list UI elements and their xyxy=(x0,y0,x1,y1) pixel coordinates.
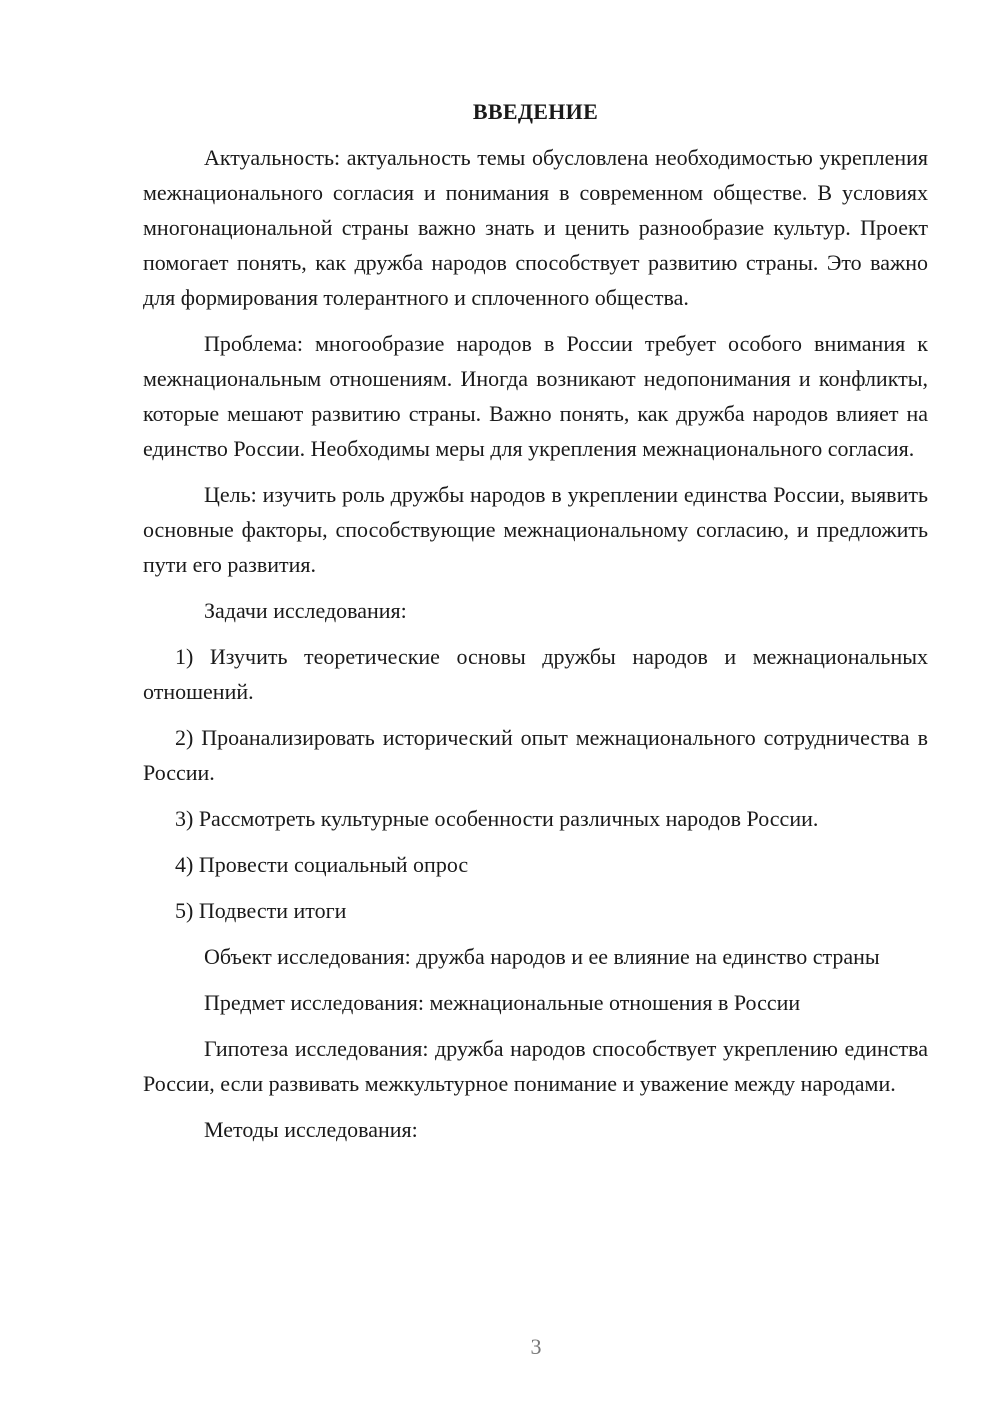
paragraph-object: Объект исследования: дружба народов и ее влияние на единство страны xyxy=(204,944,880,969)
paragraph-subject: Предмет исследования: межнациональные отношения в России xyxy=(204,990,801,1015)
page-content xyxy=(143,94,928,1158)
section-title: ВВЕДЕНИЕ xyxy=(472,99,599,124)
task-item-3: 3) Рассмотреть культурные особенности различных народов России. xyxy=(175,806,819,831)
paragraph-goal: Цель: изучить роль дружбы народов в укреплении единства России, выявить основные факторы, способствующие межнациональному согласию, и предложить пути его развития. xyxy=(143,482,928,577)
paragraph-methods: Методы исследования: xyxy=(204,1117,418,1142)
task-item-5: 5) Подвести итоги xyxy=(175,898,347,923)
page-number: 3 xyxy=(530,1334,542,1359)
task-item-1: 1) Изучить теоретические основы дружбы народов и межнациональных отношений. xyxy=(143,644,928,704)
paragraph-problem: Проблема: многообразие народов в России требует особого внимания к межнациональным отношениям. Иногда возникают недопонимания и конфликты, которые мешают развитию страны. Важно понять, как дружба народов влияет на единство России. Необходимы меры для укрепления межнационального согласия. xyxy=(143,331,928,461)
task-item-2: 2) Проанализировать исторический опыт межнационального сотрудничества в России. xyxy=(143,725,928,785)
paragraph-tasks-heading: Задачи исследования: xyxy=(204,598,407,623)
paragraph-relevance: Актуальность: актуальность темы обусловлена необходимостью укрепления межнационального согласия и понимания в современном обществе. В условиях многонациональной страны важно знать и ценить разнообразие культур. Проект помогает понять, как дружба народов способствует развитию страны. Это важно для формирования толерантного и сплоченного общества. xyxy=(143,145,928,310)
paragraph-hypothesis: Гипотеза исследования: дружба народов способствует укреплению единства России, если развивать межкультурное понимание и уважение между народами. xyxy=(143,1036,928,1096)
task-item-4: 4) Провести социальный опрос xyxy=(175,852,469,877)
